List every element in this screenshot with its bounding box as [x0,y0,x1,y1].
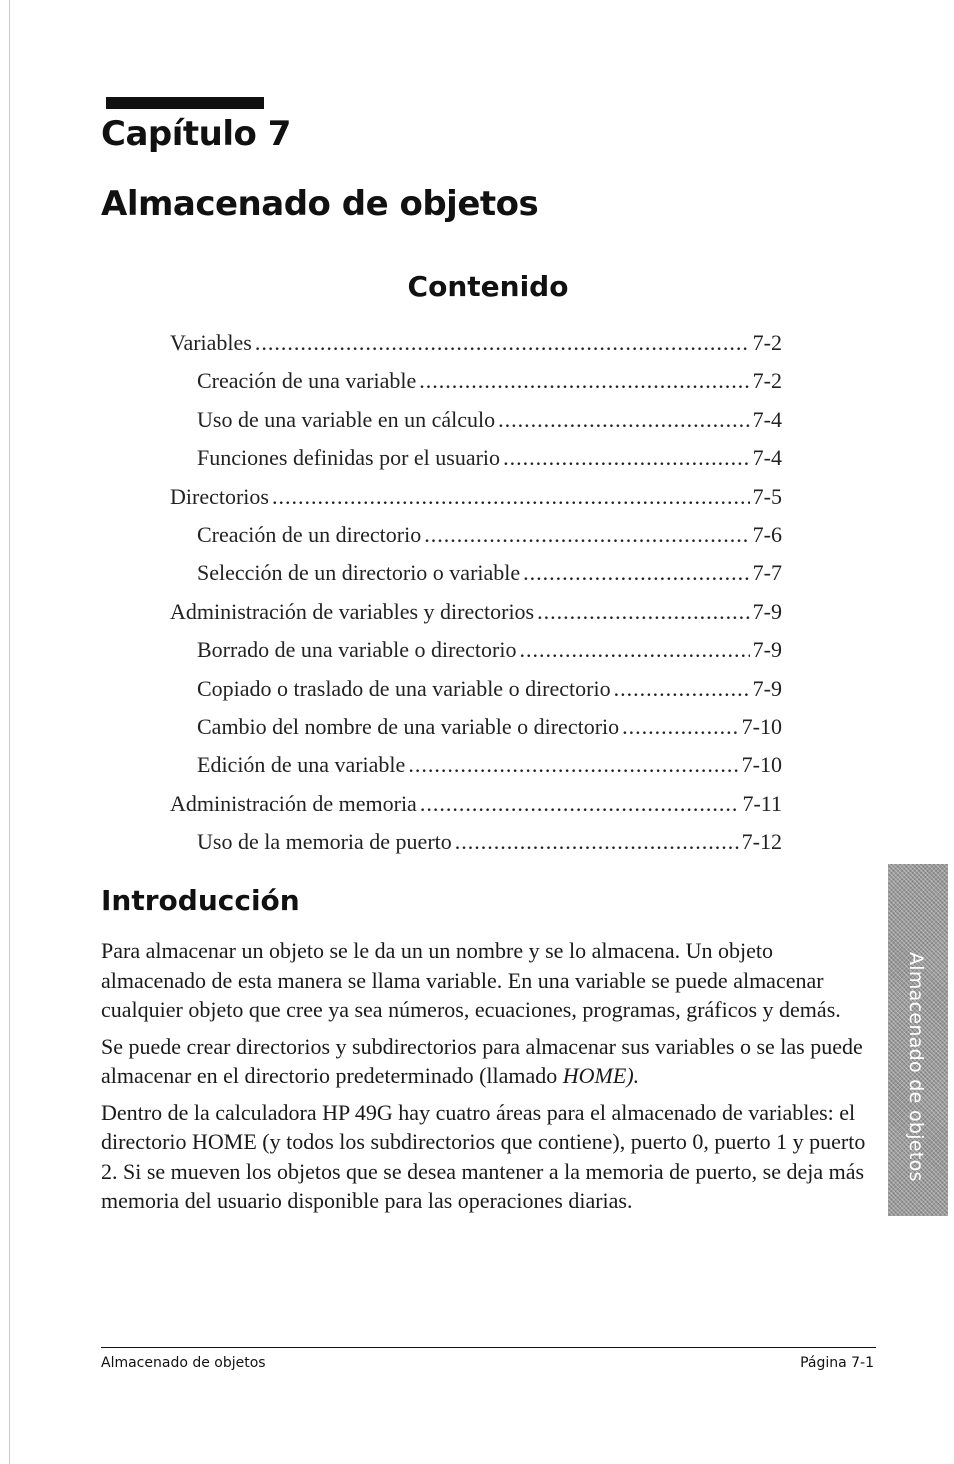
toc-entry-page: 7-2 [752,330,782,355]
toc-leader-dots [420,785,740,823]
home-directory-name: HOME). [562,1063,640,1088]
toc-leader-dots [424,516,749,554]
toc-entry-page: 7-7 [752,560,782,586]
toc-entry-label: Edición de una variable [197,752,406,778]
toc-entry-page: 7-9 [752,598,782,624]
toc-entry-page: 7-12 [741,829,782,855]
toc-leader-dots [455,823,739,861]
toc-entry-page: 7-10 [741,713,782,739]
chapter-side-tab-label: Almacenado de objetos [905,952,927,1182]
toc-entry [170,554,782,592]
toc-entry [170,785,782,823]
toc-entry-label: Cambio del nombre de una variable o directorio [197,713,620,739]
toc-leader-dots [537,593,750,631]
intro-paragraph: Dentro de la calculadora HP 49G hay cuatro áreas para el almacenado de variables: el directorio HOME (y todos los subdirectorios que contiene), puerto 0, puerto 1 y puerto 2. Si se mueven los objetos que se desea mantener a la memoria de puerto, se deja más memoria del usuario disponible para las operaciones diarias. [101,1099,866,1213]
binder-margin-line [9,0,10,1464]
toc-entry [170,401,782,439]
toc-entry-label: Creación de una variable [197,368,417,394]
footer-rule [101,1347,876,1348]
toc-entry-label: Creación de un directorio [197,521,422,547]
toc-entry [170,439,782,477]
toc-entry-page: 7-10 [741,752,782,778]
toc-entry [170,823,782,861]
toc-entry-page: 7-6 [752,521,782,547]
toc-leader-dots [255,324,750,362]
toc-entry [170,670,782,708]
footer-section-title: Almacenado de objetos [101,1355,266,1371]
toc-leader-dots [419,362,749,400]
toc-entry [170,631,782,669]
toc-leader-dots [503,439,750,477]
toc-entry-label: Borrado de una variable o directorio [197,637,517,663]
toc-entry-page: 7-4 [752,406,782,432]
toc-leader-dots [498,401,750,439]
toc-entry [170,516,782,554]
toc-entry-page: 7-9 [752,675,782,701]
toc-leader-dots [519,631,749,669]
toc-heading: Contenido [407,270,569,303]
toc-entry-page: 7-2 [752,368,782,394]
toc-entry-label: Variables [170,330,252,355]
toc-leader-dots [272,478,750,516]
toc-leader-dots [408,746,738,784]
toc-entry-page: 7-4 [752,445,782,471]
toc-leader-dots [523,554,750,592]
toc-entry [170,362,782,400]
intro-body [101,936,871,1223]
intro-paragraph [101,1032,871,1091]
toc-leader-dots [622,708,739,746]
chapter-bar-decoration [106,97,264,109]
chapter-title: Almacenado de objetos [101,184,539,224]
table-of-contents [170,324,782,861]
toc-entry [170,324,782,362]
toc-entry-label: Directorios [170,483,269,509]
toc-entry-label: Funciones definidas por el usuario [197,445,501,471]
toc-entry-label: Uso de la memoria de puerto [197,829,452,855]
toc-entry-label: Selección de un directorio o variable [197,560,521,586]
toc-entry [170,708,782,746]
toc-entry-page: 7-11 [742,790,782,816]
toc-entry-label: Uso de una variable en un cálculo [197,406,496,432]
intro-paragraph: Para almacenar un objeto se le da un un nombre y se lo almacena. Un objeto almacenado de esta manera se llama variable. En una variable se puede almacenar cualquier objeto que cree ya sea números, ecuaciones, programas, gráficos y demás. [101,938,841,1022]
toc-entry-label: Administración de variables y directorios [170,598,535,624]
toc-leader-dots [614,670,750,708]
toc-entry [170,746,782,784]
chapter-label: Capítulo 7 [101,114,291,154]
intro-paragraph-text: Se puede crear directorios y subdirectorios para almacenar sus variables o se las puede almacenar en el directorio predeterminado (llamado [101,1033,863,1088]
toc-entry [170,593,782,631]
toc-entry-page: 7-5 [752,483,782,509]
toc-entry-page: 7-9 [752,637,782,663]
toc-entry-label: Administración de memoria [170,790,417,816]
footer-page-number: Página 7-1 [800,1355,874,1371]
toc-entry-label: Copiado o traslado de una variable o directorio [197,675,611,701]
toc-entry [170,478,782,516]
intro-heading: Introducción [101,884,300,917]
